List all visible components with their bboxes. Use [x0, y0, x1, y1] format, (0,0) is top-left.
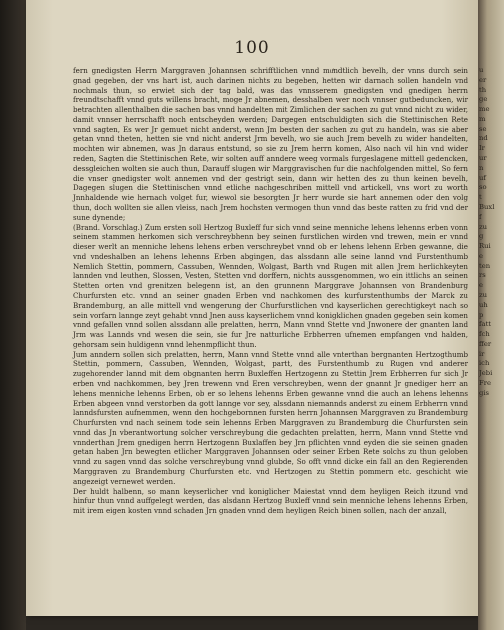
facing-page-fragment: uf	[479, 173, 486, 182]
facing-page-fragment: se	[479, 124, 487, 133]
facing-page-fragment: p	[479, 310, 484, 319]
facing-page-fragment: rs	[479, 271, 486, 280]
page-number: 100	[234, 38, 270, 58]
facing-page-fragment: so	[479, 183, 487, 192]
left-page-shadow	[0, 0, 26, 630]
facing-page-fragment: Fre	[479, 379, 491, 387]
facing-page-fragment: zu	[479, 222, 487, 231]
facing-page-fragment: g	[479, 232, 484, 241]
facing-page-fragment: m	[479, 114, 486, 123]
facing-page-fragment: ffer	[479, 339, 492, 348]
facing-page-fragment: fch	[479, 330, 490, 339]
facing-page-fragment: ur	[479, 154, 487, 163]
facing-page-fragment: t	[479, 193, 482, 202]
facing-page-fragment: uh	[479, 300, 488, 309]
facing-page-fragment: Jebi	[479, 369, 493, 378]
facing-page-fragment: fatt	[479, 320, 492, 329]
paragraph-4: Der huldt halbenn, so mann keyserlicher vnd koniglicher Maiestat vnnd dem heyligen Reich itzund vnd hinfur thun vnnd auffgelegt werden, das alsdann Hertzog Buxleff vnnd sein menniche lehens lehenns Erben, mit irem eigen kosten vnnd schaden Jrn gnaden vnnd dem heyligen Reich binen sollen, nach der anzall,	[73, 486, 468, 516]
facing-page-fragment: nd	[479, 134, 488, 143]
facing-page-fragment: ge	[479, 95, 488, 104]
facing-page-fragment: ich	[479, 359, 490, 368]
facing-page-fragment: e	[479, 281, 484, 290]
paragraph-3: Jum anndern sollen sich prelatten, herrn, Mann vnnd Stette vnnd alle vnterthan bergnanten Hertzogthumb Stettin, pommern, Cassuben, Wennden, Wolgast, partt, des Furstenthumb zu Rugen vnd anderer zugehorender lannd mit dem obgnanten herrn Buxleffen Hertzogenn zu Stettin Jrem Erbherren fur sich Jr erben vnd nachkommen, bey Jren trewenn vnd Eren verschreyben, wenn der gnannt Jr gnediger herr an lehens menniche lehenns Erben, ob er so lehens lehenns Erben gewanne vnnd die auch an lehens lehenns Erben abgeen vnnd verstorben da gott lannge vor sey, alssdann niemannds anderst zu einem Erbherrn vnnd lanndsfursten aufnemmen, wenn den hochgebornnen fursten herrn Johannsen Marggraven zu Brandemburg Churfursten vnd nach seinem tode sein lehenns Erben Marggraven zu Brandemburg die Churfursten sein vnnd das Jn vberantwortung solcher verschreybung die gedachten prelatten, herrn, Mann vnnd Stette vnd vnnderthan Jrem gnedigen herrn Hertzogenn Buxlaffen bey Jrn pflichten vnnd eyden die sie seinen gnaden getan haben Jrn bewegten etlicher Marggraven Johannsen oder seiner Erben Rete solchs zu thun geloben vnnd zu sagen vnnd das solche verschreybung vnnd glubde, So offt vnnd dicke ein fall an den Regierenden Marggraven zu Brandemburg Churfursten etc. vnd Hertzogen zu Stettin pommern etc. geschicht wie angezeigt vernewet werden.	[73, 349, 468, 486]
facing-page-fragment: gis	[479, 388, 490, 397]
facing-page-fragments	[479, 66, 504, 399]
facing-page-fragment: f	[479, 212, 482, 221]
facing-page-fragment: Ir	[479, 144, 485, 153]
facing-page-fragment: ten	[479, 261, 491, 270]
facing-page-fragment: u	[479, 66, 484, 74]
body-text	[73, 66, 468, 516]
facing-page-fragment: Rui	[479, 242, 491, 251]
facing-page-fragment: Buxl	[479, 202, 495, 211]
paragraph-2: (Brand. Vorschlag.) Zum ersten soll Hertzog Buxleff fur sich vnnd seine menniche lehens lehenns erben vonn seinem stammen herkomen sich verschreybhenn bey seinen furstlichen wirden vnd trewen, mein er vnnd dieser werlt an menniche lehens lehens erben verschreybet vnnd ob er lehens lehenn Erben gewanne, die vnd vndeshalben an lehens lehenns Erben abgingen, das alssdann alle seine lannd vnd Furstenthumb Nemlich Stettin, pommern, Cassuben, Wennden, Wolgast, Barth vnd Rugen mit allen Jrem herlichkeyten lannden vnd leuthen, Slossen, Vesten, Stetten vnd dorffern, nichts aussgenommen, wo ein ittlichs an seinen Stetten orten vnd grenitzen belegenn ist, an den grunnenn Marggrave Johannsen von Brandenburg Churfursten etc. vnnd an seiner gnaden Erben vnd nachkomen des kurfurstenthumbs der Marck zu Brandemburg, an alle mittell vnd wengerung der Churfurstlichen vnd kayserlichen gerechtigkeyt nach so sein vorfarn lannge zeyt gehabt vnnd Jnen auss kayserlichem vnnd konigklichen gnaden gegeben sein komen vnnd gefallen vnnd sollen alssdann alle prelatten, herrn, Mann vnnd Stette vnd Jnwonere der gnanten land Jrm was Lannds vnd wesen die sein, sie fur Jre natturliche Erbherren ufnemen empfangen vnd halden, gehorsam sein huldigenn vnnd lehenmpflicht thun.	[73, 222, 468, 349]
facing-page-fragment: e	[479, 251, 484, 260]
facing-page-fragment: er	[479, 75, 487, 84]
paragraph-1: fern gnedigsten Herrn Marggraven Johannsen schrifftlichen vnnd muͤndtlich bevelh, der vnns durch sein gnad gegeben, der vns hart ist, auch darinen nichts zu begeben, hetten wir darnach sollen handeln vnd nochmals thun, so erwiet sich der tag bald, was das vnnsserem gnedigsten vnd gnedigen herrn freundtschafft vnnd guts willens bracht, moge Jr abnemen, desshalben wer noch vnnser gutbeduncken, wir betrachten allenthalben die sachen bas vnnd handelten mit Zimlichen der sachen zu gut vnnd nicht zu wider, damit vnnser herrschafft noch entscheyden werden; Dargegen entschuldigten sich die Stettinischen Rete vnnd sagten, Es wer Jr gemuet nicht anderst, wenn Jm besten der sachen zu gut zu handeln, was sie aber getan vnnd theten, hetten sie vnd nicht anderst Jrm bevelh, wo sie auch Jrem bevelh zu wider handelten, mochten wir abnemen, was Jn daraus entstund, so sie zu Jrem herrn komen, Also nach vil hin vnd wider reden, Sagten die Stettinischen Rete, wir solten auff anndere weeg vormals furgeslagene mittell gedencken, dessgleichen wolten sie auch thun, Darauff slugen wir Marggravischen fur die nachfolgenden mittel, So fern die vnser gnedigster wolt annemen vnd der gestrigt sein, dann wir hetten des zu thun keinen bevelh, Dagegen slugen die Stettinischen vnnd etliche nachgeschriben mittell vnd artickell, vns wort zu worth Jnnhaldende wie hernach volget fur, wiewol sie besorgten Jr herr wurde sie hart annemen oder den volg thun, doch wollten sie allen vleiss, nach Jrem hochsten vermogen thun vnnd das beste ratten zu frid vnd der sune dynende;	[73, 66, 468, 222]
facing-page-fragment: n	[479, 163, 484, 172]
facing-page-fragment: ir	[479, 349, 485, 358]
facing-page-fragment: th	[479, 85, 487, 94]
facing-page-fragment: zu	[479, 290, 487, 299]
facing-page-fragment: me	[479, 105, 490, 114]
